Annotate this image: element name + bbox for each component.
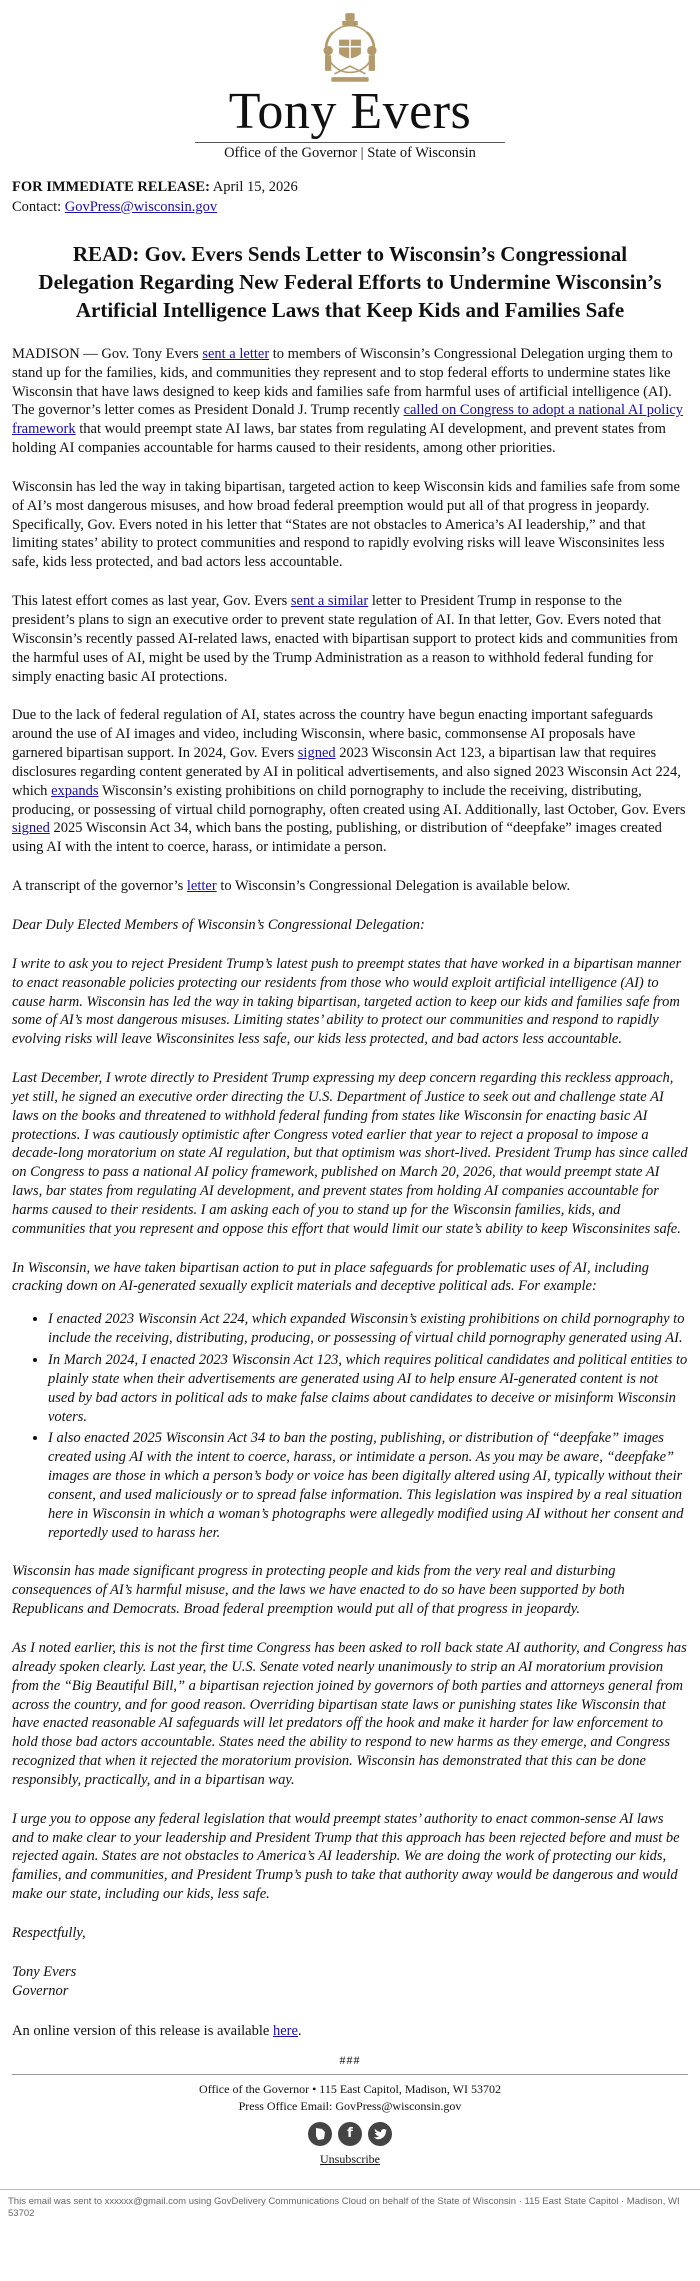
release-label: FOR IMMEDIATE RELEASE:: [12, 179, 210, 195]
body-text: This latest effort comes as last year, Gov. Evers: [12, 593, 291, 610]
list-item: • In March 2024, I enacted 2023 Wisconsin Act 123, which requires political candidates and political entities to plainly state when their advertisements are generated using AI to help ensure AI-generated content is not used by bad actors in political ads to make false claims about candidates to deceive or misinform Wisconsin voters.: [48, 1351, 688, 1426]
body-paragraph-1: [12, 345, 688, 458]
release-date-line: [12, 178, 688, 198]
sent-a-similar-link[interactable]: sent a similar: [290, 593, 369, 610]
footer-address: Office of the Governor • 115 East Capitol, Madison, WI 53702: [199, 2081, 501, 2096]
footer-email: Press Office Email: GovPress@wisconsin.gov: [238, 2099, 462, 2114]
end-marks: ###: [339, 2052, 361, 2067]
expands-link[interactable]: expands: [51, 782, 99, 799]
letter-paragraph-3: In Wisconsin, we have taken bipartisan action to put in place safeguards for problematic uses of AI, including cracking down on AI-generated sexually explicit materials and deceptive political ads. For example:: [12, 1259, 649, 1295]
letter-salutation: Dear Duly Elected Members of Wisconsin’s Congressional Delegation:: [12, 916, 425, 933]
ai-policy-framework-link[interactable]: called on Congress to adopt a national AI policy framework: [12, 402, 684, 438]
body-text: Due to the lack of federal regulation of AI, states across the country have begun enacting important safeguards around the use of AI images and video, including Wisconsin, where basic, commonsense AI proposals have garnered bipartisan support. In 2024, Gov. Evers: [12, 707, 653, 762]
online-version-link[interactable]: here: [272, 2022, 298, 2039]
list-item: • I enacted 2023 Wisconsin Act 224, which expanded Wisconsin’s existing prohibitions on child pornography to include the receiving, distributing, producing, or possessing of virtual child pornography generated using AI.: [48, 1310, 688, 1348]
body-text: that would preempt state AI laws, bar states from regulating AI development, and prevent states from holding AI companies accountable for harms caused to their residents, among other priorities.: [12, 421, 666, 457]
release-meta: [12, 178, 688, 217]
body-text: to members of Wisconsin’s Congressional Delegation urging them to stand up for the families, kids, and communities they represent and to stop federal efforts to undermine states like Wisconsin that have laws designed to keep kids and families safe from harmful uses of artificial intelligence (AI). The governor’s letter comes as President Donald J. Trump recently: [12, 345, 673, 419]
body-text: .: [297, 2022, 302, 2039]
body-text: letter to President Trump in response to the president’s plans to sign an executive order to prevent state regulation of AI. In that letter, Gov. Evers noted that Wisconsin’s recently passed AI-related laws, enacted with bipartisan support to protect kids and communities from the harmful uses of AI, might be used by the Trump Administration as a reason to withhold federal funding for simply enacting basic AI protections.: [12, 593, 678, 685]
masthead-name: Tony Evers: [228, 83, 472, 140]
unsubscribe-link[interactable]: Unsubscribe: [320, 2151, 380, 2166]
contact-line: [12, 198, 688, 218]
masthead-divider: [195, 142, 505, 143]
body-text: An online version of this release is available: [12, 2022, 273, 2039]
letter-paragraph-6: I urge you to oppose any federal legislation that would preempt states’ authority to enact common-sense AI laws and to make clear to your leadership and President Trump that this approach has been rejected before and must be rejected again. States are not obstacles to America’s AI leadership. We are doing the work of protecting our kids, families, and communities, and President Trump’s push to take that authority away would be dangerous and would make our state, including our kids, less safe.: [12, 1810, 680, 1903]
letter-bullet-list: [12, 1310, 688, 1542]
signer-name: Tony Evers: [12, 1963, 77, 1980]
sent-a-letter-link[interactable]: sent a letter: [202, 345, 270, 362]
letter-paragraph-2: Last December, I wrote directly to President Trump expressing my deep concern regarding this reckless approach, yet still, he signed an executive order directing the U.S. Department of Justice to seek out and challenge state AI laws on the books and threatened to withhold federal funding from states like Wisconsin for enacting basic AI protections. I was cautiously optimistic after Congress voted earlier that year to reject a proposal to impose a decade-long moratorium on state AI regulation, but that optimism was short-lived. President Trump has since called on Congress to pass a national AI policy framework, published on March 20, 2026, that would preempt state AI laws, bar states from regulating AI development, and prevent states from holding AI companies accountable for harms caused to their residents. I am asking each of you to stand up for the Wisconsin families, kids, and communities that you represent and oppose this effort that would limit our state’s ability to keep Wisconsinites safe.: [12, 1070, 688, 1237]
letter-closing: Respectfully,: [12, 1924, 86, 1941]
body-text: MADISON — Gov. Tony Evers: [12, 345, 203, 362]
letter-transcript: [12, 916, 688, 2002]
online-version-line: [12, 2022, 688, 2041]
facebook-icon[interactable]: f: [338, 2122, 362, 2146]
list-item: • I also enacted 2025 Wisconsin Act 34 to ban the posting, publishing, or distribution of “deepfake” images created using AI with the intent to coerce, harass, or intimidate a person. As you may be aware, “deepfake” images are those in which a person’s body or voice has been digitally altered using AI, typically without their consent, and used maliciously or to spread false information. This legislation was inspired by a real situation here in Wisconsin in which a woman’s photographs were allegedly modified using AI without her consent and reportedly used to harass her.: [48, 1429, 688, 1542]
body-paragraph-4: [12, 706, 688, 857]
letter-paragraph-5: As I noted earlier, this is not the first time Congress has been asked to roll back state AI authority, and Congress has already spoken clearly. Last year, the U.S. Senate voted nearly unanimously to strip an AI moratorium provision from the “Big Beautiful Bill,” a bipartisan rejection joined by governors of both parties and attorneys general from across the country, and for good reason. Overriding bipartisan state laws or punishing states like Wisconsin that have enacted reasonable AI safeguards will let predators off the hook and make it harder for law enforcement to hold those bad actors accountable. States need the ability to respond to new harms as they emerge, and Congress recognized that when it rejected the moratorium provision. Wisconsin has demonstrated that this can be done responsibly, practically, and in a bipartisan way.: [12, 1639, 687, 1788]
twitter-icon[interactable]: [368, 2122, 392, 2146]
state-seal-icon: [311, 10, 389, 88]
footer: [0, 2081, 700, 2116]
body-paragraph-5: [12, 877, 688, 896]
body-text: A transcript of the governor’s: [12, 878, 187, 895]
body-paragraph-2: Wisconsin has led the way in taking bipartisan, targeted action to keep Wisconsin kids and families safe from some of AI’s most dangerous misuses, and how broad federal preemption would put all of that progress in jeopardy. Specifically, Gov. Evers noted in his letter that “States are not obstacles to America’s AI leadership,” and that limiting states’ ability to protect communities and respond to rapidly evolving risks will leave Wisconsinites less safe, kids less protected, and bad actors less accountable.: [12, 478, 680, 571]
footer-divider: [12, 2074, 688, 2075]
contact-email-link[interactable]: GovPress@wisconsin.gov: [64, 198, 218, 215]
delivery-note: This email was sent to xxxxxx@gmail.com using GovDelivery Communications Cloud on behalf of the State of Wisconsin · 115 East State Capitol · Madison, WI 53702: [8, 2195, 680, 2220]
unsubscribe-line: [0, 2152, 700, 2167]
body-paragraph-3: [12, 592, 688, 686]
signed-act-34-link[interactable]: signed: [12, 820, 50, 837]
contact-label: Contact:: [12, 198, 62, 215]
wisconsin-map-icon[interactable]: [308, 2122, 332, 2146]
letter-link[interactable]: letter: [186, 878, 217, 895]
masthead-subtitle: Office of the Governor | State of Wisconsin: [224, 145, 476, 161]
social-icons: [0, 2122, 700, 2146]
body-text: 2025 Wisconsin Act 34, which bans the posting, publishing, or distribution of “deepfake” images created using AI with the intent to coerce, harass, or intimidate a person.: [12, 820, 662, 856]
body-text: Wisconsin’s existing prohibitions on child pornography to include the receiving, distributing, producing, or possessing of virtual child pornography, often created using AI. Additionally, last October, Gov. Evers: [12, 782, 686, 818]
signed-act-123-link[interactable]: signed: [297, 745, 336, 762]
signer-title: Governor: [12, 1983, 69, 2000]
release-content: [0, 178, 700, 2041]
letter-paragraph-4: Wisconsin has made significant progress in protecting people and kids from the very real and disturbing consequences of AI’s harmful misuse, and the laws we have enacted to do so have been supported by both Republicans and Democrats. Broad federal preemption would put all of that progress in jeopardy.: [12, 1563, 625, 1618]
body-text: 2023 Wisconsin Act 123, a bipartisan law that requires disclosures regarding content generated by AI in political advertisements, and also signed 2023 Wisconsin Act 224, which: [12, 745, 681, 799]
body-text: to Wisconsin’s Congressional Delegation is available below.: [216, 878, 571, 895]
letter-paragraph-1: I write to ask you to reject President Trump’s latest push to preempt states that have worked in a bipartisan manner to enact reasonable policies protecting our residents from those who would exploit artificial intelligence (AI) to cause harm. Wisconsin has led the way in taking bipartisan, targeted action to keep our kids and families safe from some of AI’s most dangerous misuses. Limiting states’ ability to protect our communities and respond to rapidly evolving risks will leave Wisconsinites less safe, our kids less protected, and bad actors less accountable.: [12, 955, 682, 1048]
release-date: April 15, 2026: [212, 179, 298, 195]
letter-signature: [12, 1963, 688, 2002]
masthead: [0, 0, 700, 162]
release-headline: READ: Gov. Evers Sends Letter to Wisconsin’s Congressional Delegation Regarding New Federal Efforts to Undermine Wisconsin’s Artificial Intelligence Laws that Keep Kids and Families Safe: [38, 242, 662, 322]
